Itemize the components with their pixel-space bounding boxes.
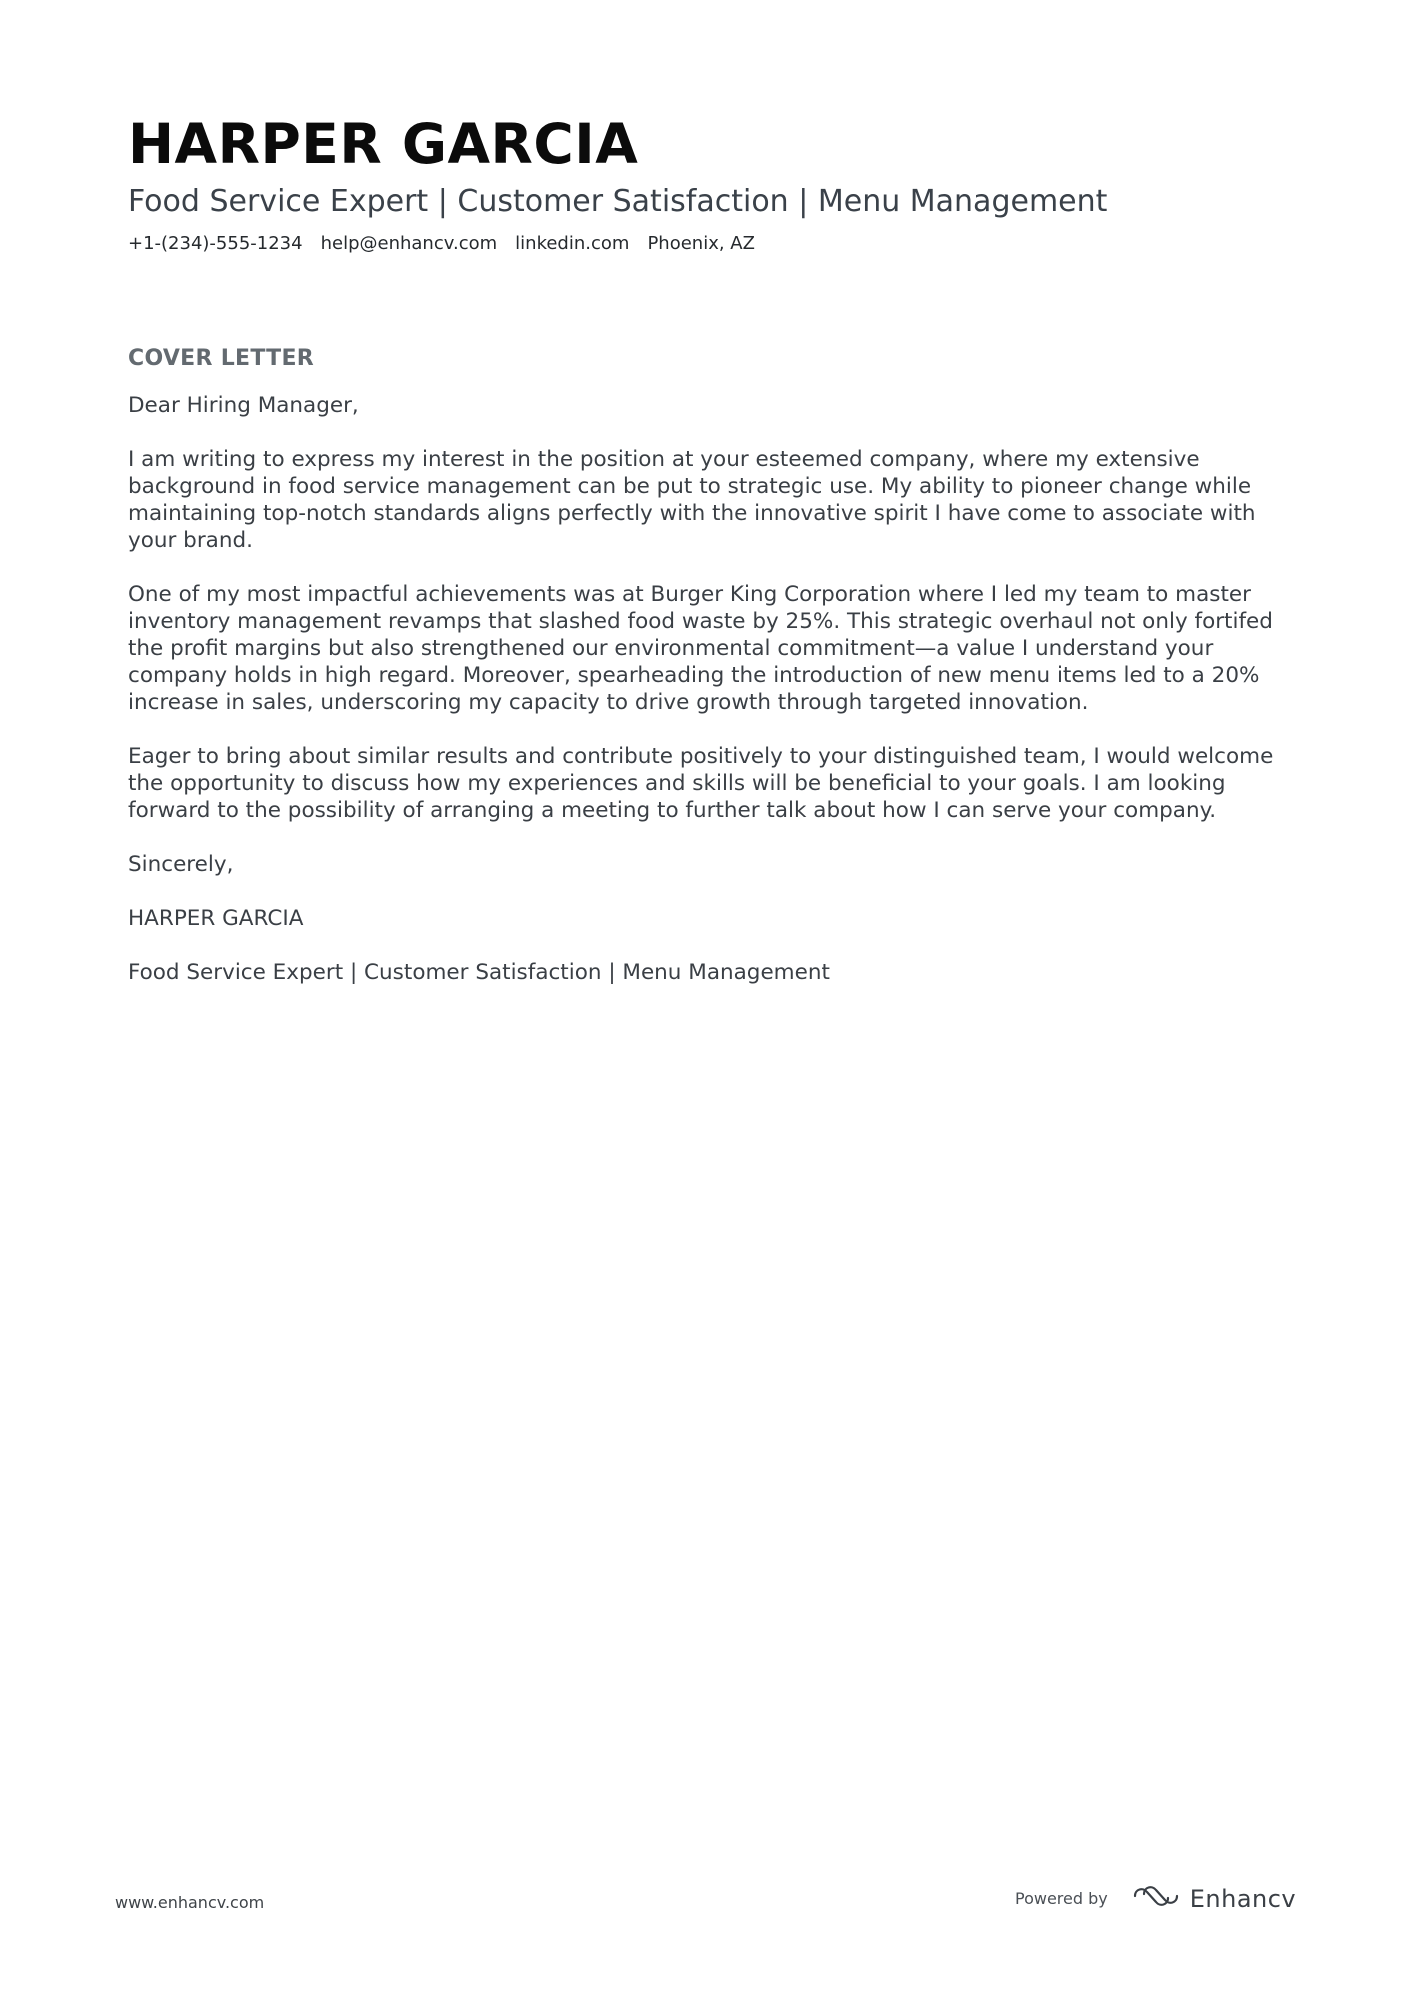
section-title: COVER LETTER bbox=[128, 346, 315, 371]
closing-phrase: Sincerely, bbox=[128, 852, 234, 877]
signature-name: HARPER GARCIA bbox=[128, 906, 304, 931]
candidate-name: HARPER GARCIA bbox=[128, 112, 639, 176]
candidate-headline: Food Service Expert | Customer Satisfaction | Menu Management bbox=[128, 184, 1108, 219]
linkedin-link[interactable]: linkedin.com bbox=[515, 233, 630, 254]
brand-logo[interactable] bbox=[1132, 1883, 1296, 1914]
contact-bar bbox=[128, 232, 1278, 256]
brand-name: Enhancv bbox=[1189, 1884, 1297, 1913]
salutation: Dear Hiring Manager, bbox=[128, 393, 359, 418]
paragraph-achievements: One of my most impactful achievements was at Burger King Corporation where I led my team to master inventory management revamps that slashed food waste by 25%. This strategic overhaul not only fortifed the profit margins but also strengthened our environmental commitment—a value I understand your company holds in high regard. Moreover, spearheading the introduction of new menu items led to a 20% increase in sales, underscoring my capacity to drive growth through targeted innovation. bbox=[128, 582, 1273, 715]
paragraph-closing: Eager to bring about similar results and contribute positively to your distinguished team, I would welcome the opportunity to discuss how my experiences and skills will be beneficial to your goals. I am looking forward to the possibility of arranging a meeting to further talk about how I can serve your company. bbox=[128, 744, 1274, 823]
footer-branding bbox=[1015, 1883, 1296, 1914]
header bbox=[128, 108, 1278, 256]
paragraph-intro: I am writing to express my interest in the position at your esteemed company, where my extensive background in food service management can be put to strategic use. My ability to pioneer change while maintaining top-notch standards aligns perfectly with the innovative spirit I have come to associate with your brand. bbox=[128, 447, 1256, 553]
letter-body bbox=[128, 344, 1278, 1013]
enhancv-logo-icon bbox=[1132, 1883, 1180, 1914]
powered-by-label: Powered by bbox=[1015, 1889, 1108, 1908]
footer-website-link[interactable]: www.enhancv.com bbox=[115, 1893, 265, 1912]
signature-title: Food Service Expert | Customer Satisfaction | Menu Management bbox=[128, 960, 830, 985]
email-link[interactable]: help@enhancv.com bbox=[320, 233, 498, 254]
phone-number[interactable]: +1-(234)-555-1234 bbox=[128, 233, 303, 254]
location: Phoenix, AZ bbox=[647, 233, 755, 254]
